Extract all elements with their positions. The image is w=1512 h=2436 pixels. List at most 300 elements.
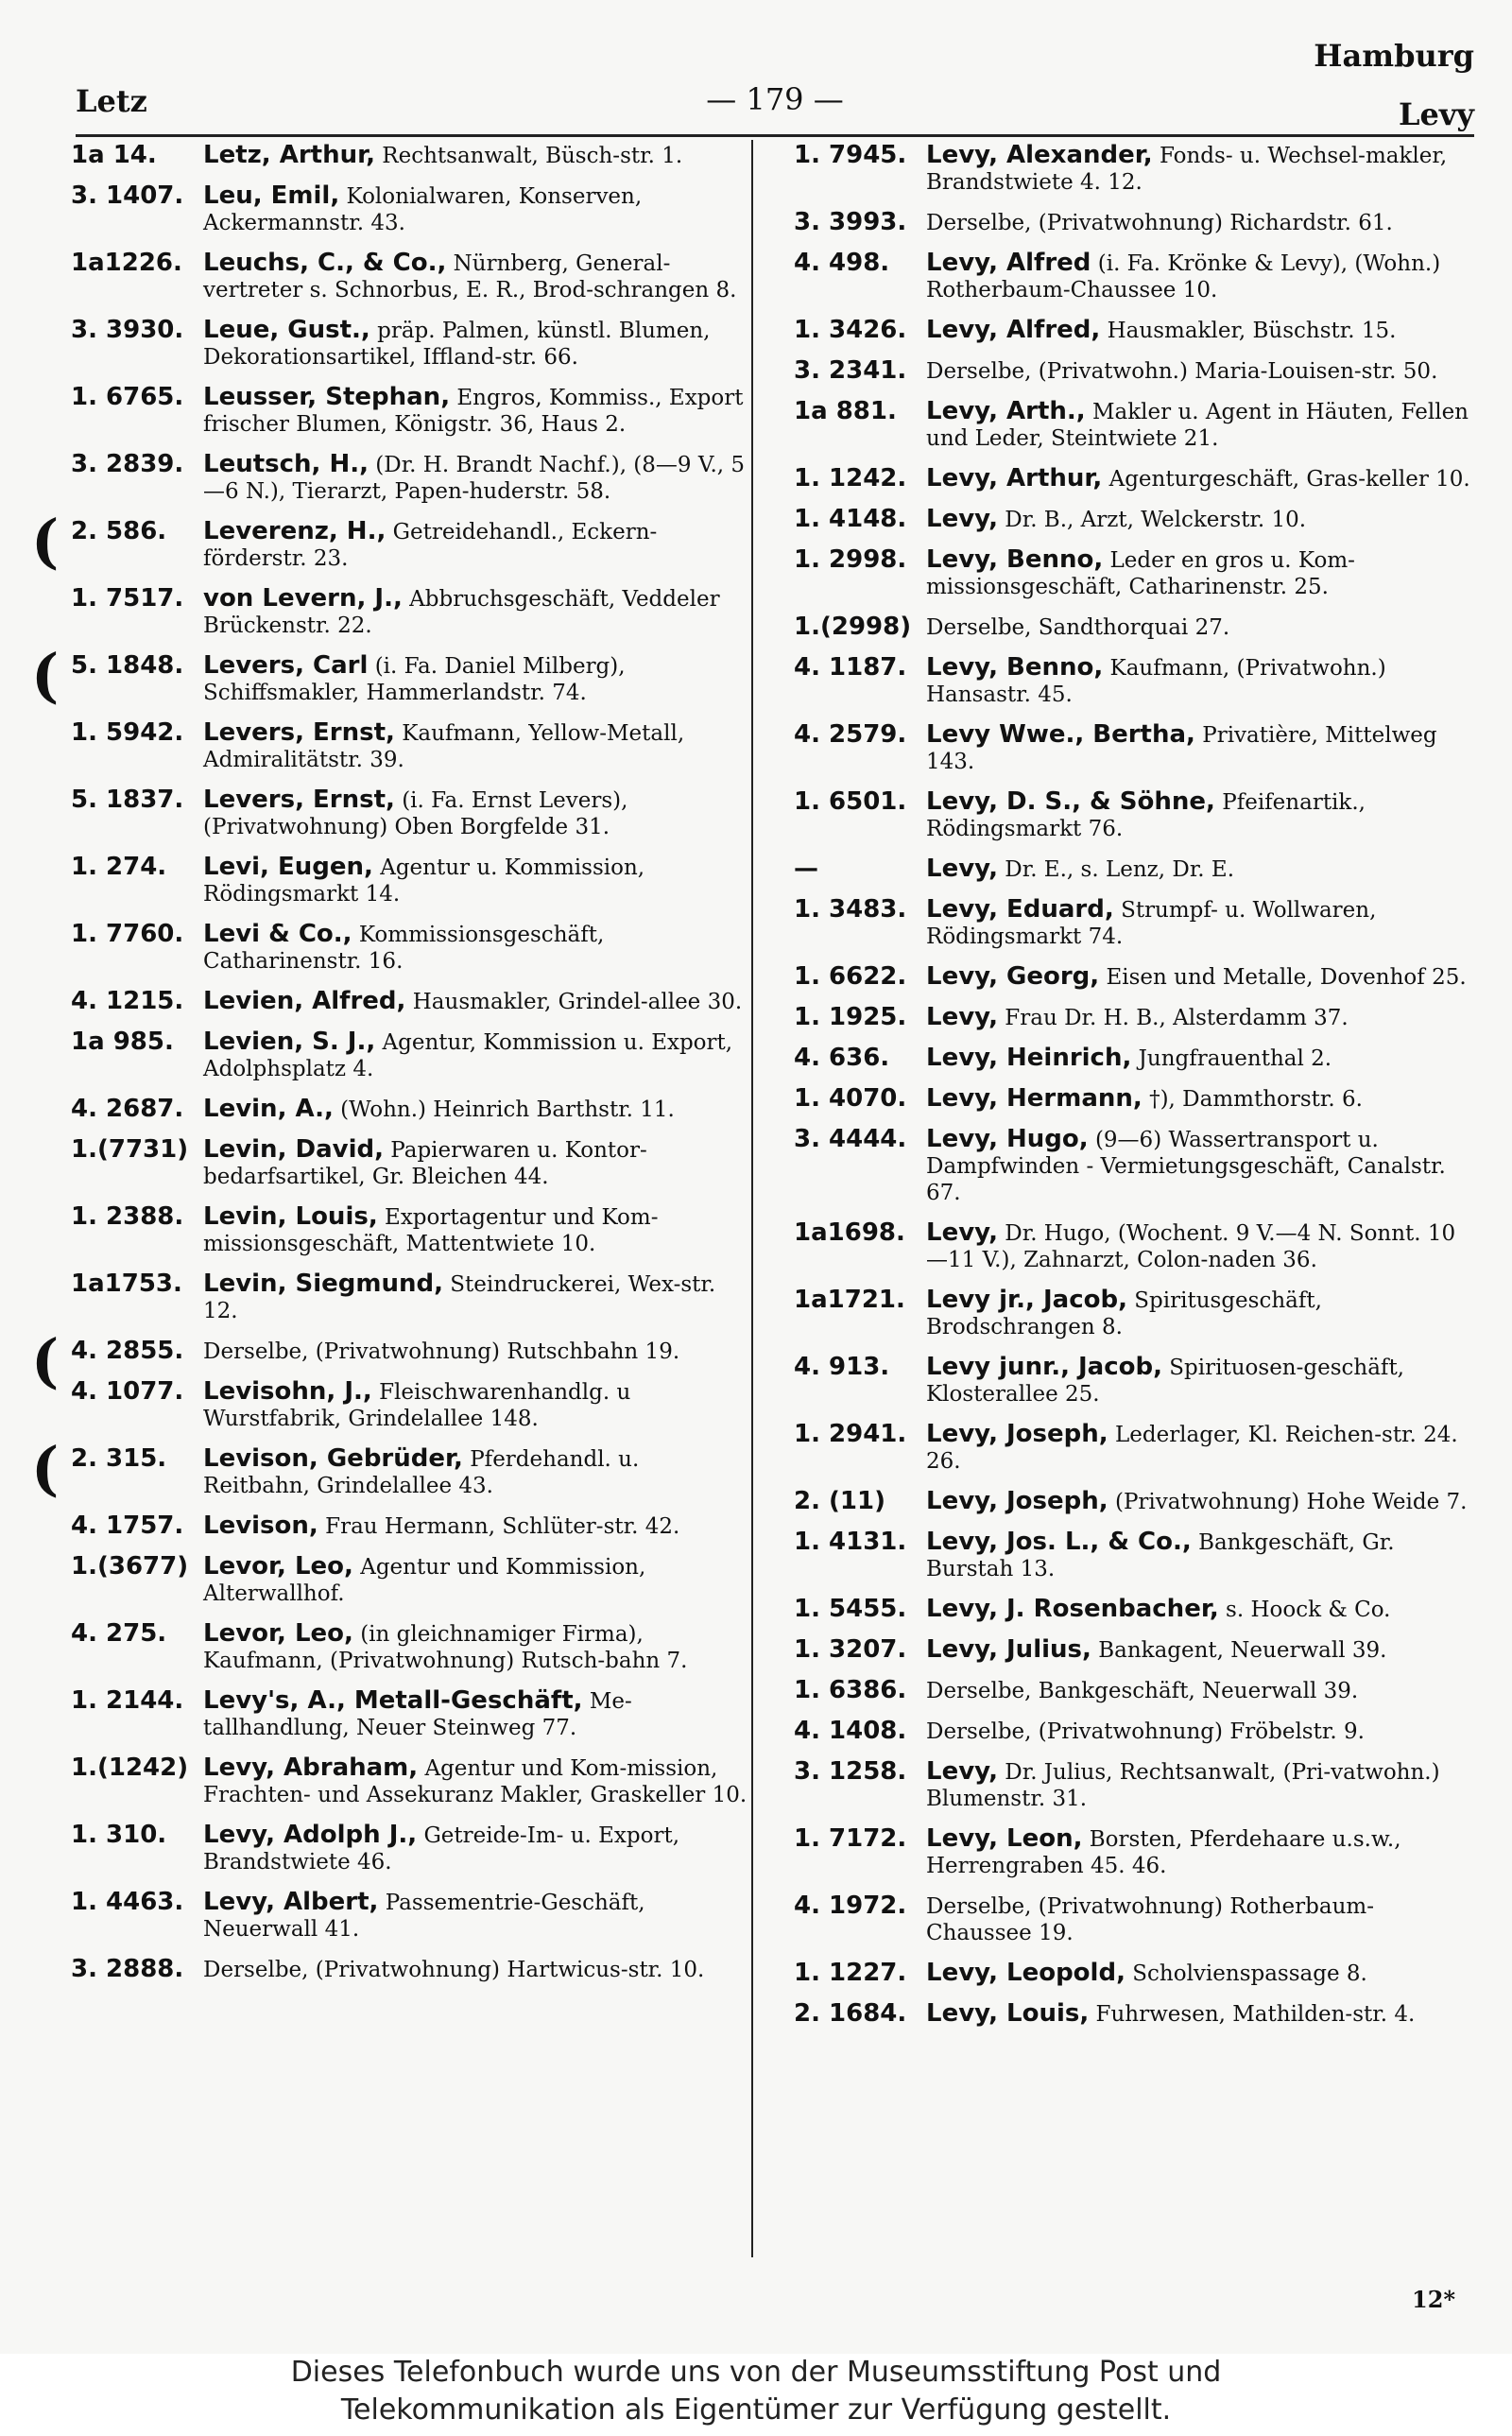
entry-details: Steindruckerei, Wex-str. 12. xyxy=(203,1272,716,1323)
entry-text xyxy=(203,451,751,505)
entry-name: Levy, J. Rosenbacher, xyxy=(926,1595,1219,1623)
directory-entry xyxy=(794,1892,1474,1946)
entry-text xyxy=(203,1687,751,1741)
directory-entry xyxy=(794,613,1474,641)
entry-details: Agentur und Kom-mission, Frachten- und Assekuranz Makler, Graskeller 10. xyxy=(203,1756,747,1807)
entry-name: Levy's, A., Metall-Geschäft, xyxy=(203,1686,583,1715)
directory-entry xyxy=(794,2000,1474,2028)
entry-text xyxy=(203,142,751,169)
entry-details: †), Dammthorstr. 6. xyxy=(1149,1087,1363,1112)
entry-text xyxy=(926,398,1474,452)
directory-entry xyxy=(794,1004,1474,1031)
phone-number: 1. 7172. xyxy=(794,1824,907,1853)
phone-number: 5. 1848. xyxy=(71,651,184,680)
phone-number: 4. 1757. xyxy=(71,1512,184,1540)
entry-text xyxy=(203,585,751,639)
entry-details: Eisen und Metalle, Dovenhof 25. xyxy=(1106,965,1467,990)
entry-name: Levy, Hermann, xyxy=(926,1084,1143,1113)
phone-number: 1. 1242. xyxy=(794,464,907,492)
entry-text xyxy=(926,1825,1474,1879)
entry-text xyxy=(926,1354,1474,1408)
entry-details: Exportagentur und Kom-missionsgeschäft, Mattentwiete 10. xyxy=(203,1205,659,1256)
entry-details: Derselbe, (Privatwohnung) Rotherbaum-Chaussee 19. xyxy=(926,1894,1374,1945)
phone-number: 1. 7945. xyxy=(794,141,907,169)
entry-details: Spirituosen-geschäft, Klosterallee 25. xyxy=(926,1356,1404,1407)
directory-entry xyxy=(71,1270,751,1324)
directory-entry xyxy=(31,641,751,710)
phone-number: 1.(3677) xyxy=(71,1552,189,1581)
entry-text xyxy=(926,1219,1474,1273)
entry-text xyxy=(926,613,1474,641)
entry-details: (i. Fa. Krönke & Levy), (Wohn.) Rotherbaum-Chaussee 10. xyxy=(926,251,1441,302)
entry-text xyxy=(926,546,1474,600)
entry-text xyxy=(203,1338,751,1365)
phone-number: — xyxy=(794,855,818,883)
entry-name: Leusser, Stephan, xyxy=(203,383,451,411)
directory-entry xyxy=(71,585,751,639)
phone-number: 2. (11) xyxy=(794,1487,885,1515)
directory-entry xyxy=(71,1956,751,1983)
directory-entry xyxy=(794,1488,1474,1515)
directory-entry xyxy=(794,1421,1474,1475)
directory-entry xyxy=(71,1822,751,1875)
entry-text xyxy=(926,1677,1474,1704)
directory-entry xyxy=(71,182,751,236)
entry-details: Kommissionsgeschäft, Catharinenstr. 16. xyxy=(203,923,605,974)
entry-text xyxy=(926,1596,1474,1623)
entry-details: Agenturgeschäft, Gras-keller 10. xyxy=(1108,467,1470,492)
entry-details: Dr. E., s. Lenz, Dr. E. xyxy=(1005,857,1235,882)
phone-number: 4. 2579. xyxy=(794,720,907,749)
entry-name: Levien, Alfred, xyxy=(203,987,406,1015)
entry-name: Levy, Louis, xyxy=(926,1999,1090,2028)
entry-details: Jungfrauenthal 2. xyxy=(1138,1046,1332,1071)
directory-entry xyxy=(794,546,1474,600)
directory-entry xyxy=(71,1687,751,1741)
entry-details: Frau Dr. H. B., Alsterdamm 37. xyxy=(1005,1006,1349,1030)
entry-name: Levison, xyxy=(203,1512,318,1540)
phone-number: 1. 5942. xyxy=(71,718,184,747)
entry-name: Levy, xyxy=(926,1003,998,1031)
phone-number: 3. 4444. xyxy=(794,1125,907,1153)
entry-name: Levy, xyxy=(926,855,998,883)
entry-text xyxy=(926,1126,1474,1206)
entry-details: Papierwaren u. Kontor-bedarfsartikel, Gr. Bleichen 44. xyxy=(203,1138,647,1189)
entry-text xyxy=(203,1445,751,1499)
entry-details: präp. Palmen, künstl. Blumen, Dekorationsartikel, Iffland-str. 66. xyxy=(203,319,711,370)
phone-number: 1a1698. xyxy=(794,1218,905,1247)
phone-number: 1a1721. xyxy=(794,1286,905,1314)
entry-name: Levy jr., Jacob, xyxy=(926,1286,1127,1314)
phone-number: 1. 6622. xyxy=(794,962,907,991)
entry-text xyxy=(926,1488,1474,1515)
entry-name: Levy, Alexander, xyxy=(926,141,1153,169)
phone-number: 1. 7760. xyxy=(71,920,184,948)
entry-details: Lederlager, Kl. Reichen-str. 24. 26. xyxy=(926,1423,1458,1474)
entry-details: Agentur, Kommission u. Export, Adolphsplatz 4. xyxy=(203,1030,733,1081)
entry-text xyxy=(926,963,1474,991)
entry-name: Levy, Jos. L., & Co., xyxy=(926,1528,1192,1556)
bracket-mark: ( xyxy=(31,1326,60,1395)
directory-entry xyxy=(71,384,751,438)
entry-text xyxy=(926,1004,1474,1031)
entry-text xyxy=(926,465,1474,492)
directory-entry xyxy=(794,506,1474,533)
entry-name: Leu, Emil, xyxy=(203,181,340,210)
entry-text xyxy=(203,317,751,371)
entry-name: von Levern, J., xyxy=(203,584,403,613)
phone-number: 1. 3483. xyxy=(794,895,907,924)
entry-details: Agentur und Kommission, Alterwallhof. xyxy=(203,1555,646,1606)
entry-details: Derselbe, (Privatwohnung) Fröbelstr. 9. xyxy=(926,1719,1365,1744)
phone-number: 1. 4148. xyxy=(794,505,907,533)
entry-text xyxy=(203,1270,751,1324)
footer-line-2: Telekommunikation als Eigentümer zur Verfügung gestellt. xyxy=(340,2393,1172,2427)
entry-text xyxy=(926,142,1474,196)
entry-details: Dr. B., Arzt, Welckerstr. 10. xyxy=(1005,508,1307,532)
entry-text xyxy=(203,1754,751,1808)
entry-details: Bankagent, Neuerwall 39. xyxy=(1098,1638,1387,1663)
phone-number: 1. 7517. xyxy=(71,584,184,613)
entry-name: Levien, S. J., xyxy=(203,1028,376,1056)
entry-details: Derselbe, (Privatwohn.) Maria-Louisen-str. 50. xyxy=(926,359,1438,384)
entry-name: Levers, Carl xyxy=(203,651,369,680)
entry-name: Levi & Co., xyxy=(203,920,352,948)
phone-number: 3. 2888. xyxy=(71,1955,184,1983)
entry-details: Dr. Julius, Rechtsanwalt, (Pri-vatwohn.) Blumenstr. 31. xyxy=(926,1760,1440,1811)
entry-text xyxy=(926,209,1474,236)
directory-entry xyxy=(31,507,751,576)
directory-entry xyxy=(71,1620,751,1674)
entry-text xyxy=(926,357,1474,385)
directory-entry xyxy=(794,721,1474,775)
directory-entry xyxy=(794,1126,1474,1206)
entry-name: Levy, Joseph, xyxy=(926,1487,1108,1515)
entry-text xyxy=(926,1045,1474,1072)
directory-entry xyxy=(71,1096,751,1123)
entry-name: Levy, Heinrich, xyxy=(926,1044,1132,1072)
entry-text xyxy=(203,250,751,303)
entry-name: Levy, Albert, xyxy=(203,1888,379,1916)
phone-number: 1. 5455. xyxy=(794,1595,907,1623)
entry-text xyxy=(203,384,751,438)
entry-name: Levin, Siegmund, xyxy=(203,1270,443,1298)
directory-entry xyxy=(71,317,751,371)
entry-details: Dr. Hugo, (Wochent. 9 V.—4 N. Sonnt. 10—11 V.), Zahnarzt, Colon-naden 36. xyxy=(926,1221,1456,1272)
archive-footer xyxy=(0,2354,1512,2436)
directory-entry xyxy=(71,1136,751,1190)
entry-name: Levy, D. S., & Söhne, xyxy=(926,787,1215,816)
phone-number: 1a1753. xyxy=(71,1270,182,1298)
entry-details: (9—6) Wassertransport u. Dampfwinden - Vermietungsgeschäft, Canalstr. 67. xyxy=(926,1128,1446,1205)
phone-number: 1. 2941. xyxy=(794,1420,907,1448)
entry-text xyxy=(203,1822,751,1875)
entry-text xyxy=(926,788,1474,842)
entry-details: Frau Hermann, Schlüter-str. 42. xyxy=(325,1514,680,1539)
phone-number: 1a1226. xyxy=(71,249,182,277)
phone-number: 4. 498. xyxy=(794,249,890,277)
phone-number: 1a 881. xyxy=(794,397,897,425)
entry-details: Kolonialwaren, Konserven, Ackermannstr. 43. xyxy=(203,184,643,235)
directory-entry xyxy=(794,1287,1474,1340)
directory-entry xyxy=(794,142,1474,196)
directory-entry xyxy=(794,1636,1474,1664)
bracket-mark: ( xyxy=(31,1434,60,1503)
entry-text xyxy=(926,1636,1474,1664)
phone-number: 1. 6501. xyxy=(794,787,907,816)
entry-text xyxy=(926,250,1474,303)
phone-number: 1. 6386. xyxy=(794,1676,907,1704)
directory-entry xyxy=(71,1203,751,1257)
entry-details: Kaufmann, (Privatwohn.) Hansastr. 45. xyxy=(926,656,1386,707)
phone-number: 4. 1077. xyxy=(71,1377,184,1406)
phone-number: 2. 315. xyxy=(71,1444,167,1473)
entry-name: Levy, Georg, xyxy=(926,962,1100,991)
entry-name: Levin, A., xyxy=(203,1095,334,1123)
directory-entry xyxy=(794,1825,1474,1879)
phone-number: 4. 2855. xyxy=(71,1337,184,1365)
directory-entry xyxy=(71,1889,751,1943)
phone-number: 1. 274. xyxy=(71,853,167,881)
header-rule xyxy=(76,134,1474,137)
directory-entry xyxy=(71,250,751,303)
entry-details: Derselbe, (Privatwohnung) Hartwicus-str. 10. xyxy=(203,1958,705,1982)
entry-name: Levy, Leopold, xyxy=(926,1959,1125,1987)
entry-details: Kaufmann, Yellow-Metall, Admiralitätstr. 39. xyxy=(203,721,685,772)
directory-entry xyxy=(31,1434,751,1503)
directory-entry xyxy=(71,988,751,1015)
entry-name: Levers, Ernst, xyxy=(203,718,395,747)
phone-number: 1. 310. xyxy=(71,1821,167,1849)
directory-entry xyxy=(794,654,1474,708)
entry-name: Levy junr., Jacob, xyxy=(926,1353,1162,1381)
phone-number: 1. 3207. xyxy=(794,1635,907,1664)
phone-number: 2. 586. xyxy=(71,517,167,545)
footer-line-1: Dieses Telefonbuch wurde uns von der Museumsstiftung Post und xyxy=(290,2356,1222,2389)
phone-number: 4. 1187. xyxy=(794,653,907,682)
phone-number: 3. 1258. xyxy=(794,1757,907,1786)
directory-entry xyxy=(794,855,1474,883)
directory-entry xyxy=(794,1596,1474,1623)
directory-entry xyxy=(794,1677,1474,1704)
phone-number: 1. 2998. xyxy=(794,545,907,574)
directory-entry xyxy=(794,398,1474,452)
entry-details: (i. Fa. Ernst Levers), (Privatwohnung) Oben Borgfelde 31. xyxy=(203,788,628,839)
entry-text xyxy=(203,786,751,840)
entry-details: (Wohn.) Heinrich Barthstr. 11. xyxy=(340,1097,675,1122)
phone-number: 4. 636. xyxy=(794,1044,890,1072)
page-number: — 179 — xyxy=(706,81,844,117)
entry-text xyxy=(926,1718,1474,1745)
entry-text xyxy=(926,1085,1474,1113)
entry-name: Leue, Gust., xyxy=(203,316,370,344)
entry-name: Levi, Eugen, xyxy=(203,853,373,881)
entry-text xyxy=(203,1378,751,1432)
entry-text xyxy=(203,1956,751,1983)
page-header xyxy=(76,38,1474,132)
entry-text xyxy=(926,855,1474,883)
phone-number: 4. 1215. xyxy=(71,987,184,1015)
entry-text xyxy=(203,518,751,572)
entry-text xyxy=(203,1096,751,1123)
entry-text xyxy=(926,1758,1474,1812)
directory-entry xyxy=(71,451,751,505)
entry-text xyxy=(926,317,1474,344)
entry-details: Privatière, Mittelweg 143. xyxy=(926,723,1437,774)
directory-entry xyxy=(794,209,1474,236)
phone-number: 3. 3930. xyxy=(71,316,184,344)
entry-name: Levy, Alfred xyxy=(926,249,1091,277)
entry-details: Pfeifenartik., Rödingsmarkt 76. xyxy=(926,790,1366,841)
header-left-keyword: Letz xyxy=(76,83,147,119)
entry-name: Leuchs, C., & Co., xyxy=(203,249,447,277)
phone-number: 4. 275. xyxy=(71,1619,167,1648)
directory-entry xyxy=(794,1219,1474,1273)
directory-entry xyxy=(794,896,1474,950)
phone-number: 3. 1407. xyxy=(71,181,184,210)
phone-number: 1.(1242) xyxy=(71,1754,189,1782)
phone-number: 1. 3426. xyxy=(794,316,907,344)
entry-text xyxy=(926,1287,1474,1340)
entry-details: Getreide-Im- u. Export, Brandstwiete 46. xyxy=(203,1823,680,1875)
directory-entry xyxy=(71,1378,751,1432)
entry-details: Fonds- u. Wechsel-makler, Brandstwiete 4. 12. xyxy=(926,144,1448,195)
entry-details: (i. Fa. Daniel Milberg), Schiffsmakler, Hammerlandstr. 74. xyxy=(203,654,626,705)
entry-details: Passementrie-Geschäft, Neuerwall 41. xyxy=(203,1891,645,1942)
entry-text xyxy=(926,1960,1474,1987)
directory-entry xyxy=(71,786,751,840)
entry-text xyxy=(203,1512,751,1540)
entry-name: Levy, xyxy=(926,1218,998,1247)
entry-details: Borsten, Pferdehaare u.s.w., Herrengraben 45. 46. xyxy=(926,1827,1401,1878)
directory-entry xyxy=(794,1718,1474,1745)
phone-number: 4. 1972. xyxy=(794,1892,907,1920)
bracket-mark: ( xyxy=(31,641,60,710)
phone-number: 1a 14. xyxy=(71,141,157,169)
entry-name: Levy, xyxy=(926,505,998,533)
header-city: Hamburg xyxy=(1314,38,1474,74)
phone-number: 1.(7731) xyxy=(71,1135,189,1164)
entry-name: Levy, Julius, xyxy=(926,1635,1091,1664)
entry-name: Levy, Abraham, xyxy=(203,1754,419,1782)
phone-number: 3. 3993. xyxy=(794,208,907,236)
entry-details: Derselbe, Sandthorquai 27. xyxy=(926,615,1230,640)
directory-entry xyxy=(794,357,1474,385)
phone-number: 2. 1684. xyxy=(794,1999,907,2028)
directory-entry xyxy=(71,1028,751,1082)
entry-details: Rechtsanwalt, Büsch-str. 1. xyxy=(382,144,683,168)
page-signature: 12* xyxy=(1412,2286,1455,2313)
phone-number: 3. 2341. xyxy=(794,356,907,385)
column-separator xyxy=(751,140,753,2257)
entry-name: Levor, Leo, xyxy=(203,1552,353,1581)
phone-number: 3. 2839. xyxy=(71,450,184,478)
phone-number: 5. 1837. xyxy=(71,786,184,814)
entry-text xyxy=(203,988,751,1015)
entry-text xyxy=(926,2000,1474,2028)
entry-name: Levy, Hugo, xyxy=(926,1125,1089,1153)
entry-text xyxy=(926,506,1474,533)
phone-number: 1. 2388. xyxy=(71,1202,184,1231)
phone-number: 1. 6765. xyxy=(71,383,184,411)
entry-details: Agentur u. Kommission, Rödingsmarkt 14. xyxy=(203,855,645,907)
entry-name: Levor, Leo, xyxy=(203,1619,353,1648)
entry-text xyxy=(926,1529,1474,1582)
entry-details: Makler u. Agent in Häuten, Fellen und Leder, Steintwiete 21. xyxy=(926,400,1469,451)
entry-text xyxy=(203,182,751,236)
directory-entry xyxy=(794,317,1474,344)
phone-number: 1.(2998) xyxy=(794,613,912,641)
directory-entry xyxy=(794,1758,1474,1812)
entry-details: (Dr. H. Brandt Nachf.), (8—9 V., 5—6 N.), Tierarzt, Papen-huderstr. 58. xyxy=(203,453,746,504)
entry-text xyxy=(203,1203,751,1257)
entry-text xyxy=(926,721,1474,775)
entry-name: Letz, Arthur, xyxy=(203,141,375,169)
entry-name: Levy, xyxy=(926,1757,998,1786)
entry-text xyxy=(203,719,751,773)
left-column xyxy=(31,141,751,1996)
entry-details: Leder en gros u. Kom-missionsgeschäft, Catharinenstr. 25. xyxy=(926,548,1355,599)
entry-details: Pferdehandl. u. Reitbahn, Grindelallee 43. xyxy=(203,1447,640,1498)
phone-number: 1. 4131. xyxy=(794,1528,907,1556)
entry-name: Leverenz, H., xyxy=(203,517,387,545)
entry-name: Levy, Benno, xyxy=(926,545,1104,574)
entry-details: Getreidehandl., Eckern-förderstr. 23. xyxy=(203,520,658,571)
entry-details: Abbruchsgeschäft, Veddeler Brückenstr. 22. xyxy=(203,587,720,638)
entry-name: Levin, Louis, xyxy=(203,1202,378,1231)
entry-details: Bankgeschäft, Gr. Burstah 13. xyxy=(926,1530,1395,1581)
entry-text xyxy=(203,1028,751,1082)
phone-number: 4. 913. xyxy=(794,1353,890,1381)
directory-entry xyxy=(794,963,1474,991)
entry-name: Levison, Gebrüder, xyxy=(203,1444,463,1473)
entry-details: Strumpf- u. Wollwaren, Rödingsmarkt 74. xyxy=(926,898,1377,949)
directory-entry xyxy=(71,1754,751,1808)
entry-text xyxy=(203,1136,751,1190)
phone-number: 1a 985. xyxy=(71,1028,174,1056)
entry-details: Derselbe, Bankgeschäft, Neuerwall 39. xyxy=(926,1679,1359,1703)
phone-number: 1. 1227. xyxy=(794,1959,907,1987)
directory-entry xyxy=(794,250,1474,303)
entry-name: Levy, Eduard, xyxy=(926,895,1114,924)
directory-entry xyxy=(794,1529,1474,1582)
directory-entry xyxy=(71,921,751,975)
header-right-keyword: Levy xyxy=(1398,96,1474,132)
entry-name: Levy, Alfred, xyxy=(926,316,1101,344)
phone-number: 4. 1408. xyxy=(794,1717,907,1745)
directory-entry xyxy=(71,1512,751,1540)
directory-entry xyxy=(794,1085,1474,1113)
entry-details: (Privatwohnung) Hohe Weide 7. xyxy=(1114,1490,1468,1514)
entry-text xyxy=(203,1889,751,1943)
entry-details: Spiritusgeschäft, Brodschrangen 8. xyxy=(926,1288,1322,1339)
entry-details: (in gleichnamiger Firma), Kaufmann, (Privatwohnung) Rutsch-bahn 7. xyxy=(203,1622,688,1673)
entry-text xyxy=(926,654,1474,708)
entry-details: Fuhrwesen, Mathilden-str. 4. xyxy=(1095,2002,1416,2027)
entry-details: Engros, Kommiss., Export frischer Blumen, Königstr. 36, Haus 2. xyxy=(203,386,744,437)
entry-details: s. Hoock & Co. xyxy=(1226,1598,1391,1622)
entry-details: Nürnberg, General-vertreter s. Schnorbus, E. R., Brod-schrangen 8. xyxy=(203,251,737,302)
directory-entry xyxy=(71,854,751,907)
directory-entry xyxy=(794,1354,1474,1408)
entry-name: Levy, Arth., xyxy=(926,397,1086,425)
entry-name: Levers, Ernst, xyxy=(203,786,395,814)
entry-details: Fleischwarenhandlg. u Wurstfabrik, Grindelallee 148. xyxy=(203,1380,631,1431)
entry-text xyxy=(926,896,1474,950)
right-column xyxy=(794,142,1474,2041)
phone-number: 4. 2687. xyxy=(71,1095,184,1123)
entry-text xyxy=(926,1892,1474,1946)
